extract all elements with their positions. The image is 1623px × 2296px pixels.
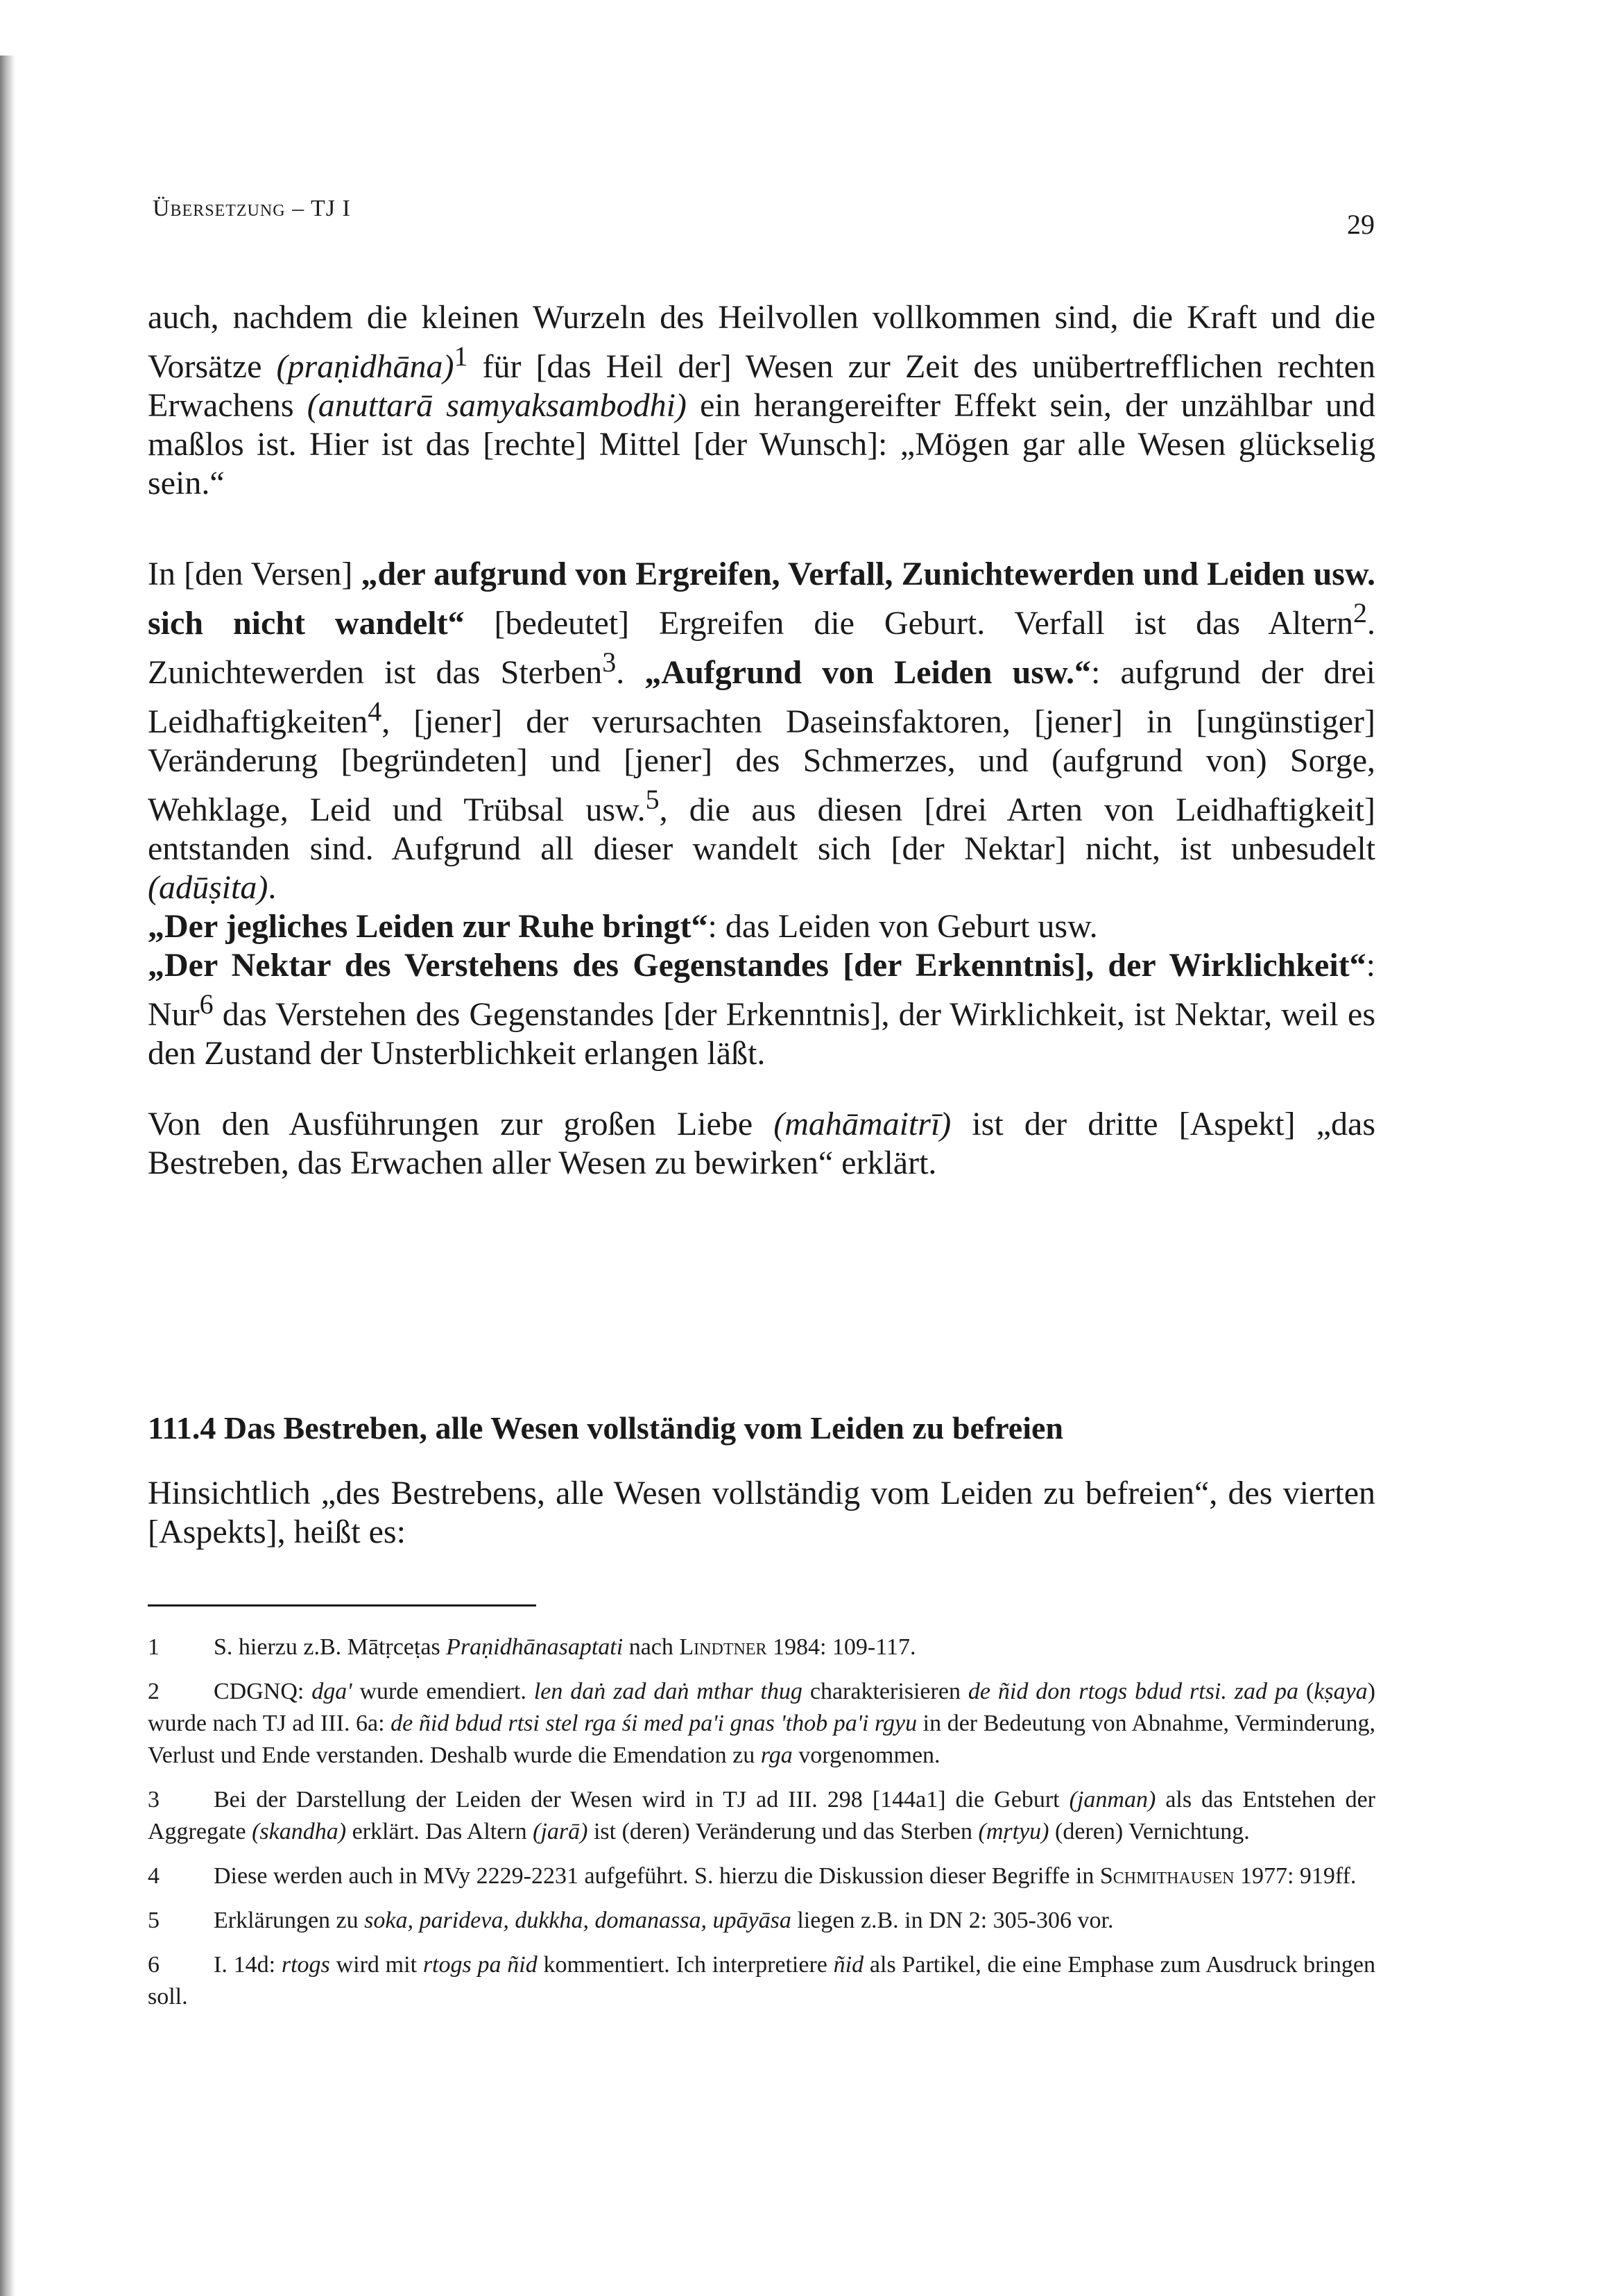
running-header: Übersetzung – TJ I xyxy=(153,196,351,221)
paragraph-1: auch, nachdem die kleinen Wurzeln des Heilvollen vollkommen sind, die Kraft und die Vorsätze (praṇidhāna)$^1$ für [das Heil der] Wesen zur Zeit des unübertrefflichen rechten Erwachens (anuttarā samyaksambodhi) ein herangereifter Effekt sein, der unzählbar und maßlos ist. Hier ist das [rechte] Mittel [der Wunsch]: „Mögen gar alle Wesen glückselig sein.“ xyxy=(148,299,1375,502)
footnote-1: 1 S. hierzu z.B. Mātṛceṭas Praṇidhānasaptati nach Lindtner 1984: 109-117. xyxy=(148,1634,916,1660)
binding-shadow xyxy=(0,55,15,2296)
footnotes xyxy=(148,1631,1375,2025)
footnote-ref-2: 2 xyxy=(1353,597,1367,628)
footnote-ref-1: 1 xyxy=(454,341,468,372)
page-number: 29 xyxy=(1347,209,1375,240)
paragraph-4: Hinsichtlich „des Bestrebens, alle Wesen vollständig vom Leiden zu befreien“, des vierten [Aspekts], heißt es: xyxy=(148,1475,1375,1550)
footnote-ref-5: 5 xyxy=(645,784,660,815)
footnote-6: 6 I. 14d: rtogs wird mit rtogs pa ñid kommentiert. Ich interpretiere ñid als Partikel, die eine Emphase zum Ausdruck bringen soll. xyxy=(148,1952,1375,2010)
footnote-2: 2 CDGNQ: dga' wurde emendiert. len daṅ zad daṅ mthar thug charakterisieren de ñid don rtogs bdud rtsi. zad pa (kṣaya) wurde nach TJ ad III. 6a: de ñid bdud rtsi stel rga śi med pa'i gnas 'thob pa'i rgyu in der Bedeutung von Abnahme, Verminderung, Verlust und Ende verstanden. Deshalb wurde die Emendation zu rga vorgenommen. xyxy=(148,1679,1375,1768)
paragraph-3: Von den Ausführungen zur großen Liebe (mahāmaitrī) ist der dritte [Aspekt] „das Bestreben, das Erwachen aller Wesen zu bewirken“ erklärt. xyxy=(148,1106,1376,1181)
footnote-ref-6: 6 xyxy=(199,988,214,1020)
footnote-5: 5 Erklärungen zu soka, parideva, dukkha, domanassa, upāyāsa liegen z.B. in DN 2: 305-306 vor. xyxy=(148,1908,1114,1933)
section-heading: 111.4 Das Bestreben, alle Wesen vollständig vom Leiden zu befreien xyxy=(148,1410,1063,1446)
footnote-3: 3 Bei der Darstellung der Leiden der Wesen wird in TJ ad III. 298 [144a1] die Geburt (janman) als das Entstehen der Aggregate (skandha) erklärt. Das Altern (jarā) ist (deren) Veränderung und das Sterben (mṛtyu) (deren) Vernichtung. xyxy=(148,1787,1376,1844)
footnote-separator xyxy=(148,1604,536,1607)
footnote-ref-4: 4 xyxy=(368,696,382,727)
footnote-ref-3: 3 xyxy=(602,646,617,678)
footnote-4: 4 Diese werden auch in MVy 2229-2231 aufgeführt. S. hierzu die Diskussion dieser Begriffe in Schmithausen 1977: 919ff. xyxy=(148,1863,1357,1889)
paragraph-2: In [den Versen] „der aufgrund von Ergreifen, Verfall, Zunichtewerden und Leiden usw. sich nicht wandelt“ [bedeutet] Ergreifen die Geburt. Verfall ist das Altern$^2$. Zunichtewerden ist das Sterben$^3$. „Aufgrund von Leiden usw.“: aufgrund der drei Leidhaftigkeiten$^4$, [jener] der verursachten Daseinsfaktoren, [jener] in [ungünstiger] Veränderung [begründeten] und [jener] des Schmerzes, und (aufgrund von) Sorge, Wehklage, Leid und Trübsal usw.$^5$, die aus diesen [drei Arten von Leidhaftigkeit] entstanden sind. Aufgrund all dieser wandelt sich [der Nektar] nicht, ist unbesudelt (adūṣita). „Der jegliches Leiden zur Ruhe bringt“: das Leiden von Geburt usw. „Der Nektar des Verstehens des Gegenstandes [der Erkenntnis], der Wirklichkeit“: Nur$^6$ das Verstehen des Gegenstandes [der Erkenntnis], der Wirklichkeit, ist Nektar, weil es den Zustand der Unsterblichkeit erlangen läßt. xyxy=(148,556,1376,1072)
